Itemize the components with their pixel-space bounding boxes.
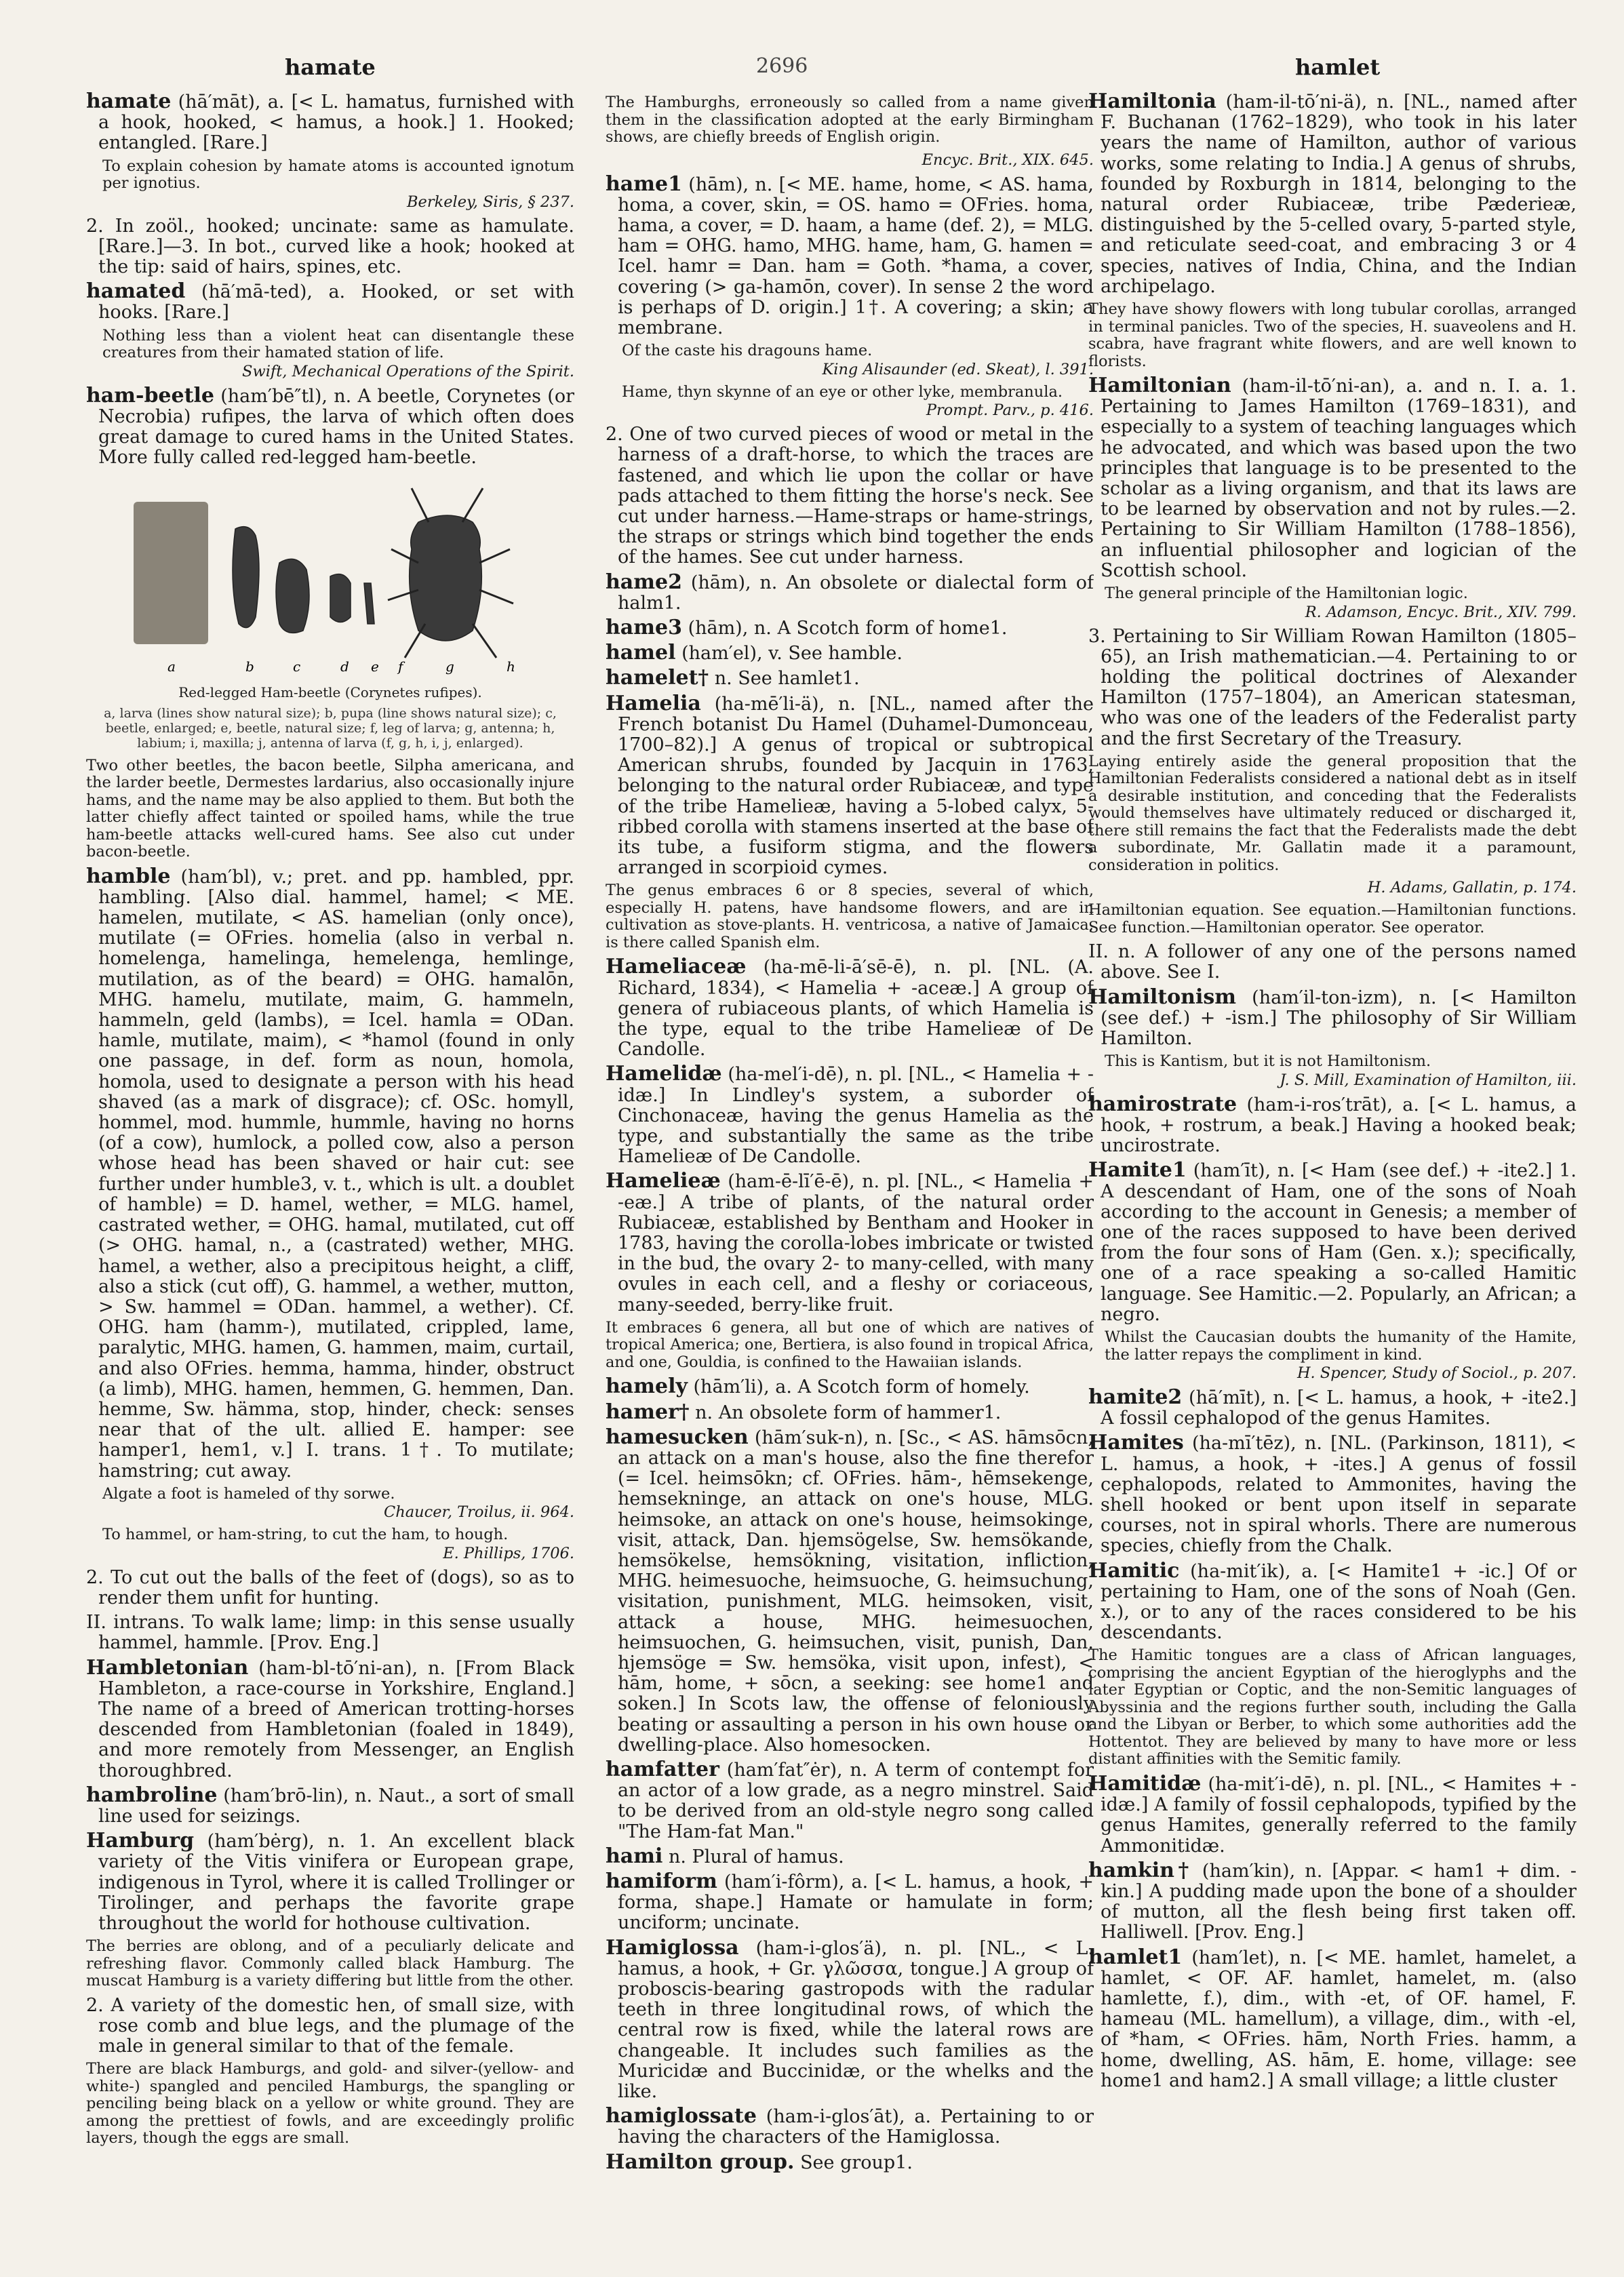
dictionary-entry xyxy=(606,1374,1094,1399)
dictionary-entry xyxy=(86,383,574,469)
quotation: Algate a foot is hameled of thy sorwe. xyxy=(102,1484,395,1503)
citation: Swift, Mechanical Operations of the Spirit. xyxy=(242,362,574,380)
column-left xyxy=(86,92,574,2265)
definition-sense: 3. Pertaining to Sir William Rowan Hamilton (1805–65), an Irish mathematician.—4. Pertaining to or holding the political doctrines of Alexander Hamilton (1757–1804), an American statesman, who was one of the leaders of the Federalist party and the first Secretary of the Treasury. xyxy=(1088,625,1577,749)
beetle-leg-line xyxy=(405,624,425,658)
entry-definition: (ham′il-ton-izm), n. [< Hamilton (see def.) + -ism.] The philosophy of Sir William Hamilton. xyxy=(1101,987,1577,1050)
leg-drawing xyxy=(364,583,374,624)
entry-definition: (ham′kin), n. [Appar. < ham1 + dim. -kin.] A pudding made upon the bone of a shoulder of mutton, all the flesh being first taken off. Halliwell. [Prov. Eng.] xyxy=(1101,1860,1577,1943)
running-head-right: hamlet xyxy=(1295,54,1381,80)
column-middle xyxy=(606,92,1094,2265)
dictionary-entry xyxy=(606,1064,1094,1167)
figure-letter: e xyxy=(371,658,379,675)
dictionary-entry xyxy=(86,1655,574,1781)
note-small-print: The Hamitic tongues are a class of African languages, comprising the ancient Egyptian of the hieroglyphs and the later Egyptian or Coptic, and the non-Semitic languages of Abyssinia and the regions further south, including the Galla and the Libyan or Berber, to which some authorities add the Hottentot. They are believed by many to have more or less distant affinities with the Semitic family. xyxy=(1088,1646,1577,1768)
definition-sense: II. intrans. To walk lame; limp: in this sense usually hammel, hammle. [Prov. Eng.] xyxy=(86,1612,574,1654)
entry-headword: Hamiglossa xyxy=(606,1935,739,1960)
figure-letter: h xyxy=(507,658,515,675)
entry-definition: (ha-mē-li-ā′sē-ē), n. pl. [NL. (A. Richard, 1834), < Hamelia + -aceæ.] A group of genera of rubiaceous plants, of which Hamelia is the type, equal to the tribe Hamelieæ of De Candolle. xyxy=(618,957,1094,1061)
note-small-print: The berries are oblong, and of a peculiarly delicate and refreshing flavor. Commonly called black Hamburg. The muscat Hamburg is a variety differing but little from the other. xyxy=(86,1937,574,1990)
dictionary-entry xyxy=(1088,1433,1577,1556)
larva-drawing xyxy=(233,527,259,628)
entry-definition: (ham′bē″tl), n. A beetle, Corynetes (or Necrobia) rufipes, the larva of which often does great damage to cured hams in the United States. More fully called red-legged ham-beetle. xyxy=(98,385,574,469)
dictionary-entry xyxy=(606,1935,1094,2103)
dictionary-entry xyxy=(86,1785,574,1827)
figure-legend: a, larva (lines show natural size); b, pupa (line shows natural size); c, beetle, enlarged; e, beetle, natural size; f, leg of larva; g, antenna; h, labium; i, maxilla; j, antenna of larva (f, g, h, i, j, enlarged). xyxy=(104,705,557,751)
definition-sense: 2. A variety of the domestic hen, of small size, with rose comb and blue legs, and the plumage of the male in general similar to that of the female. xyxy=(86,1994,574,2057)
entry-headword: Hamiltonia xyxy=(1088,92,1216,113)
dictionary-entry xyxy=(606,1760,1094,1842)
entry-headword: hambroline xyxy=(86,1783,218,1807)
entry-definition: (ham-ē-lī′ē-ē), n. pl. [NL., < Hamelia + -eæ.] A tribe of plants, of the natural order Rubiaceæ, established by Bentham and Hooker in 1783, having the corolla-lobes imbricate or twisted in the bud, the ovary 2- to many-celled, with many ovules in each cell, and a fleshy or coriaceous, many-seeded, berry-like fruit. xyxy=(618,1171,1094,1315)
entry-headword: Hamite1 xyxy=(1088,1158,1187,1183)
citation: J. S. Mill, Examination of Hamilton, iii. xyxy=(1280,1071,1577,1089)
entry-headword: Hamitidæ xyxy=(1088,1771,1202,1796)
entry-headword: hami xyxy=(606,1844,663,1868)
entry-definition: (hām), n. [< ME. hame, home, < AS. hama, homa, a cover, skin, = OS. hamo = OFries. homa, hama, a cover, = D. haam, a hame (def. 2), = MLG. ham = OHG. hamo, MHG. hame, ham, G. hamen = Icel. hamr = Dan. ham = Goth. *hama, a cover, covering (> ga-hamōn, cover). In sense 2 the word is perhaps of D. origin.] 1†. A covering; a skin; a membrane. xyxy=(618,174,1094,338)
beetle-leg-line xyxy=(479,549,510,563)
entry-headword: hamelet† xyxy=(606,666,709,690)
entry-definition: n. See hamlet1. xyxy=(714,668,860,690)
quotation: To explain cohesion by hamate atoms is accounted ignotum per ignotius. xyxy=(102,157,574,193)
entry-headword: hamble xyxy=(86,864,171,888)
entry-headword: Hamiltonian xyxy=(1088,374,1231,398)
entry-headword: hamesucken xyxy=(606,1425,749,1449)
dictionary-entry xyxy=(86,1831,574,1934)
entry-headword: Hamelia xyxy=(606,691,701,715)
dictionary-entry xyxy=(1088,92,1577,297)
entry-headword: hamely xyxy=(606,1374,688,1399)
ham-beetle-figure xyxy=(86,475,574,750)
dictionary-entry xyxy=(606,957,1094,1060)
entry-definition: (ham-i-ros′trāt), a. [< L. hamus, a hook, + rostrum, a beak.] Having a hooked beak; uncirostrate. xyxy=(1101,1094,1577,1157)
dictionary-entry xyxy=(606,1402,1094,1423)
dictionary-entry xyxy=(606,174,1094,339)
figure-letter: b xyxy=(245,658,254,675)
dictionary-entry xyxy=(1088,1858,1577,1943)
quotation: Hame, thyn skynne of an eye or other lyke, membranula. xyxy=(622,382,1063,401)
entry-definition: (ham′fat″ėr), n. A term of contempt for an actor of a low grade, as a negro minstrel. Said to be derived from an old-style negro song called "The Ham-fat Man." xyxy=(618,1760,1094,1842)
definition-sense: 2. In zoöl., hooked; uncinate: same as hamulate. [Rare.]—3. In bot., curved like a hook; hooked at the tip: said of hairs, spines, etc. xyxy=(86,215,574,278)
running-head-left: hamate xyxy=(285,54,376,80)
figure-caption: Red-legged Ham-beetle (Corynetes rufipes). xyxy=(178,684,482,701)
dictionary-entry xyxy=(1088,1387,1577,1429)
figure-letter: c xyxy=(293,658,301,675)
entry-definition: (ham-i-glos′āt), a. Pertaining to or having the characters of the Hamiglossa. xyxy=(618,2106,1094,2148)
entry-definition: (hā′māt), a. [< L. hamatus, furnished with a hook, hooked, < hamus, a hook.] 1. Hooked; entangled. [Rare.] xyxy=(98,92,574,154)
quotation: Nothing less than a violent heat can disentangle these creatures from their hamated station of life. xyxy=(102,326,574,362)
entry-headword: hamfatter xyxy=(606,1758,719,1781)
note-small-print: Hamiltonian equation. See equation.—Hamiltonian functions. See function.—Hamiltonian operator. See operator. xyxy=(1088,901,1577,936)
dictionary-entry xyxy=(1088,1558,1577,1644)
dictionary-entry xyxy=(606,2106,1094,2147)
entry-headword: Hamelidæ xyxy=(606,1062,722,1086)
entry-headword: hamkin† xyxy=(1088,1858,1193,1882)
dictionary-entry xyxy=(606,1846,1094,1867)
entry-definition: (ham′brō-lin), n. Naut., a sort of small line used for seizings. xyxy=(98,1785,574,1827)
entry-headword: hame3 xyxy=(606,615,682,639)
entry-headword: Hamilton group. xyxy=(606,2150,795,2174)
citation: H. Spencer, Study of Sociol., p. 207. xyxy=(1296,1364,1577,1383)
entry-headword: Hamburg xyxy=(86,1829,195,1853)
entry-headword: hamel xyxy=(606,641,676,665)
note-small-print: It embraces 6 genera, all but one of which are natives of tropical America; one, Bertiera, is also found in tropical Africa, and one, Gouldia, is confined to the Hawaiian islands. xyxy=(606,1318,1094,1371)
entry-headword: hamite2 xyxy=(1088,1385,1183,1410)
citation: King Alisaunder (ed. Skeat), l. 391. xyxy=(822,360,1094,378)
figure-letter: a xyxy=(167,658,176,675)
large-beetle-drawing xyxy=(410,515,482,641)
small-beetle-drawing xyxy=(330,574,351,622)
dictionary-entry xyxy=(606,1869,1094,1934)
dictionary-entry xyxy=(1088,1947,1577,2091)
entry-headword: hame2 xyxy=(606,570,682,594)
dictionary-entry xyxy=(606,615,1094,639)
entry-definition: (ham-il-tō′ni-an), a. and n. I. a. 1. Pertaining to James Hamilton (1769–1831), and especially to a system of teaching languages which he advocated, and which was based upon the two principles that language is to be presented to the scholar as a living organism, and that its laws are to be learned by observation and not by rules.—2. Pertaining to Sir William Hamilton (1788–1856), an influential philosopher and logician of the Scottish school. xyxy=(1101,376,1577,581)
entry-definition: (ham′bėrg), n. 1. An excellent black variety of the Vitis vinifera or European grape, indigenous in Tyrol, where it is called Trollinger or Tirolinger, and perhaps the favorite grape throughout the world for hothouse cultivation. xyxy=(98,1831,574,1934)
quotation: This is Kantism, but it is not Hamiltonism. xyxy=(1105,1052,1431,1071)
beetle-leg-line xyxy=(473,624,496,658)
entry-definition: n. Plural of hamus. xyxy=(668,1846,844,1867)
column-right xyxy=(1088,92,1577,2265)
entry-headword: Hamites xyxy=(1088,1431,1184,1455)
dictionary-entry xyxy=(606,1427,1094,1756)
entry-headword: Hameliaceæ xyxy=(606,955,747,979)
entry-headword: Hamitic xyxy=(1088,1558,1180,1583)
entry-definition: (ha-mit′ik), a. [< Hamite1 + -ic.] Of or pertaining to Ham, one of the sons of Noah (Gen. x.), or to any of the races considered to be his descendants. xyxy=(1101,1560,1577,1644)
dictionary-entry xyxy=(86,864,574,1482)
entry-definition: (ham′īt), n. [< Ham (see def.) + -ite2.] 1. A descendant of Ham, one of the sons of Noah according to the account in Genesis; a member of one of the races supposed to have been derived from the four sons of Ham (Gen. x.); specifically, one of a race speaking a so-called Hamitic language. See Hamitic.—2. Popularly, an African; a negro. xyxy=(1101,1160,1577,1325)
dictionary-entry xyxy=(606,2152,1094,2173)
figure-letter: g xyxy=(445,658,454,675)
pupa-drawing xyxy=(276,559,309,633)
entry-headword: hamer† xyxy=(606,1400,690,1424)
entry-headword: Hamelieæ xyxy=(606,1169,721,1193)
beetle-leg-line xyxy=(479,590,513,603)
entry-headword: Hambletonian xyxy=(86,1655,249,1680)
definition-sense: 2. One of two curved pieces of wood or metal in the harness of a draft-horse, to which the traces are fastened, and which lie upon the collar or have pads attached to them fitting the horse's neck. See cut under harness.—Hame-straps or hame-strings, the straps or strings which bind together the ends of the hames. See cut under harness. xyxy=(606,424,1094,568)
entry-definition: (hām), n. A Scotch form of home1. xyxy=(688,617,1008,639)
figure-letter: f xyxy=(398,658,403,675)
note-small-print: Two other beetles, the bacon beetle, Silpha americana, and the larder beetle, Dermestes lardarius, also occasionally injure hams, and the name may be also applied to them. But both the latter chiefly affect tainted or spoiled hams, while the true ham-beetle attacks well-cured hams. See also cut under bacon-beetle. xyxy=(86,756,574,861)
entry-definition: (hā′mīt), n. [< L. hamus, a hook, + -ite2.] A fossil cephalopod of the genus Hamites. xyxy=(1101,1387,1577,1429)
entry-definition: (hā′mā-ted), a. Hooked, or set with hooks. [Rare.] xyxy=(98,281,574,323)
dictionary-entry xyxy=(1088,1160,1577,1325)
entry-headword: hamated xyxy=(86,279,186,304)
entry-definition: (ha-mī′tēz), n. [NL. (Parkinson, 1811), < L. hamus, a hook, + -ites.] A genus of fossil cephalopods, related to Ammonites, having the shell hooked or bent upon itself in separate courses, not in spiral whorls. There are numerous species, chiefly from the Chalk. xyxy=(1101,1433,1577,1557)
entry-headword: hamiform xyxy=(606,1869,717,1894)
note-small-print: They have showy flowers with long tubular corollas, arranged in terminal panicles. Two of the species, H. suaveolens and H. scabra, have fragrant white flowers, and are well known to florists. xyxy=(1088,300,1577,370)
entry-definition: (ham′el), v. See hamble. xyxy=(681,643,903,665)
entry-headword: Hamiltonism xyxy=(1088,985,1237,1009)
note-small-print: There are black Hamburgs, and gold- and silver-(yellow- and white-) spangled and penciled Hamburgs, the spangling or penciling being black on a yellow or white ground. They are among the prettiest of fowls, and are exceedingly prolific layers, though the eggs are small. xyxy=(86,2060,574,2147)
entry-definition: n. An obsolete form of hammer1. xyxy=(695,1402,1002,1423)
entry-definition: (ha-mit′i-dē), n. pl. [NL., < Hamites + -idæ.] A family of fossil cephalopods, typified by the genus Hamites, generally referred to the family Ammonitidæ. xyxy=(1101,1773,1577,1857)
entry-headword: hamirostrate xyxy=(1088,1092,1237,1116)
citation: Encyc. Brit., XIX. 645. xyxy=(922,151,1094,169)
citation: H. Adams, Gallatin, p. 174. xyxy=(1367,879,1577,897)
entry-definition: (hām′suk-n), n. [Sc., < AS. hāmsōcn, an attack on a man's house, also the fine therefor (= Icel. heimsōkn; cf. OFries. hām-, hēmsekenge, hemsekninge, an attack on one's house, MLG. heimsoke, an attack on one's house, heimsokinge, visit, attack, Dan. hjemsögelse, Sw. hemsökande, hemsökelse, hemsökning, visitation, infliction, MHG. heimesuoche, heimsuoche, G. heimsuchung, visitation, punishment, MLG. heimsoken, visit, attack a house, MHG. heimesuochen, heimsuochen, G. heimsuchen, visit, punish, Dan. hjemsöge = Sw. hemsöka, visit upon, infest), < hām, home, + sōcn, a seeking: see home1 and soken.] In Scots law, the offense of feloniously beating or assaulting a person in his own house or dwelling-place. Also homesocken. xyxy=(618,1427,1094,1756)
quotation: Whilst the Caucasian doubts the humanity of the Hamite, the latter repays the compliment in kind. xyxy=(1105,1328,1577,1364)
ham-beetle-illustration xyxy=(127,475,534,678)
entry-definition: See group1. xyxy=(800,2152,913,2173)
dictionary-entry xyxy=(1088,1094,1577,1157)
dictionary-entry xyxy=(606,1171,1094,1315)
dictionary-entry xyxy=(606,691,1094,879)
entry-headword: hamiglossate xyxy=(606,2104,757,2128)
entry-definition: (ham′let), n. [< ME. hamlet, hamelet, a hamlet, < OF. AF. hamlet, hamelet, m. (also hamlette, f.), dim., with -et, of OF. hamel, F. hameau (ML. hamellum), a village, dim., with -el, of *ham, < OFries. hām, North Fries. hamm, a home, dwelling, AS. hām, E. home, village: see home1 and ham2.] A small village; a little cluster xyxy=(1101,1947,1577,2091)
citation: Prompt. Parv., p. 416. xyxy=(926,401,1094,420)
citation: E. Phillips, 1706. xyxy=(443,1544,574,1562)
ham-block-image xyxy=(134,502,208,644)
entry-definition: (ha-mel′i-dē), n. pl. [NL., < Hamelia + -idæ.] In Lindley's system, a suborder of Cinchonaceæ, having the genus Hamelia as the type, and substantially the same as the tribe Hamelieæ of De Candolle. xyxy=(618,1064,1094,1168)
entry-definition: (ham-bl-tō′ni-an), n. [From Black Hambleton, a race-course in Yorkshire, England.] The name of a breed of American trotting-horses descended from Hambletonian (foaled in 1849), and more remotely from Messenger, an English thoroughbred. xyxy=(98,1657,574,1781)
quotation: Of the caste his dragouns hame. xyxy=(622,342,873,360)
entry-headword: hamate xyxy=(86,92,172,113)
entry-definition: (ham′i-fôrm), a. [< L. hamus, a hook, + forma, shape.] Hamate or hamulate in form; unciform; uncinate. xyxy=(618,1872,1094,1934)
entry-definition: (ham-il-tō′ni-ä), n. [NL., named after F. Buchanan (1762–1829), who took in his later years the name of Hamilton, author of various works, some relating to India.] A genus of shrubs, founded by Roxburgh in 1814, belonging to the natural order Rubiaceæ, tribe Pæderieæ, distinguished by the 5-celled ovary, 5-parted style, and reticulate seed-coat, and embracing 3 or 4 species, natives of India, China, and the Indian archipelago. xyxy=(1101,92,1577,297)
dictionary-entry xyxy=(1088,1771,1577,1857)
note-small-print: Laying entirely aside the general proposition that the Hamiltonian Federalists considered a national debt as in itself a desirable institution, and conceding that the Federalists would themselves have ultimately reduced or discharged it, there still remains the fact that the Federalists made the debt a subordinate, Mr. Gallatin made it a paramount, consideration in politics. xyxy=(1088,752,1577,874)
beetle-drawings xyxy=(127,475,534,678)
dictionary-entry xyxy=(606,668,1094,689)
dictionary-entry xyxy=(1088,376,1577,581)
dictionary-entry xyxy=(86,92,574,154)
entry-headword: hame1 xyxy=(606,172,682,196)
note-small-print: The Hamburghs, erroneously so called from a name given them in the classification adopted at the early Birmingham shows, are chiefly breeds of English origin. xyxy=(606,94,1094,146)
figure-letter: d xyxy=(340,658,349,675)
dictionary-entry xyxy=(86,281,574,323)
dictionary-entry xyxy=(606,643,1094,664)
entry-definition: (ham′bl), v.; pret. and pp. hambled, ppr. hambling. [Also dial. hammel, hamel; < ME. hamelen, mutilate, < AS. hamelian (only once), mutilate (= OFries. homelia (also in verbal n. homelenga, hamelinga, hemelenga, hemlinge, mutilation, as of the beard) = OHG. hamalōn, MHG. hamelu, mutilate, maim, G. hammeln, hammeln, geld (lambs), = Icel. hamla = ODan. hamle, mutilate, maim), < *hamol (found in only one passage, in def. form as noun, homola, homola, used to designate a person with his head shaved (as a mark of disgrace); cf. OSc. homyll, hommel, mod. hummle, hummle, having no horns (of a cow), humlock, a polled cow, also a person whose head has been shaved or hair cut: see further under humble3, v. t., which is ult. a doublet of hamble) = D. hamel, wether, = MLG. hamel, castrated wether, = OHG. hamal, mutilated, cut off (> OHG. hamal, n., a (castrated) wether, MHG. hamel, a wether, also a precipitous height, a cliff, also a stick (cut off), G. hammel, a wether, mutton, > Sw. hammel = ODan. hammel, a wether). Cf. OHG. ham (hamm-), mutilated, crippled, lame, paralytic, MHG. hamen, G. hammen, maim, curtail, and also OFries. hemma, hamma, hinder, obstruct (a limb), MHG. hamen, hemmen, G. hemmen, Dan. hemme, Sw. hämma, stop, hinder, check: senses near that of the ult. allied E. hamper: see hamper1, hem1, v.] I. trans. 1†. To mutilate; hamstring; cut away. xyxy=(98,866,574,1482)
page-number: 2696 xyxy=(756,54,808,78)
entry-definition: (hām′li), a. A Scotch form of homely. xyxy=(693,1377,1030,1398)
dictionary-entry xyxy=(606,572,1094,614)
quotation: To hammel, or ham-string, to cut the ham, to hough. xyxy=(102,1526,509,1544)
entry-definition: (hām), n. An obsolete or dialectal form of halm1. xyxy=(618,572,1094,614)
dictionary-entry xyxy=(1088,987,1577,1050)
definition-sense: II. n. A follower of any one of the persons named above. See I. xyxy=(1088,941,1577,983)
note-small-print: The genus embraces 6 or 8 species, several of which, especially H. patens, have handsome flowers, and are in cultivation as stove-plants. H. ventricosa, a native of Jamaica, is there called Spanish elm. xyxy=(606,882,1094,951)
beetle-leg-line xyxy=(462,488,483,522)
entry-headword: ham-beetle xyxy=(86,383,214,408)
definition-sense: 2. To cut out the balls of the feet of (dogs), so as to render them unfit for hunting. xyxy=(86,1566,574,1608)
citation: Chaucer, Troilus, ii. 964. xyxy=(384,1503,574,1522)
beetle-leg-line xyxy=(412,488,429,522)
citation: R. Adamson, Encyc. Brit., XIV. 799. xyxy=(1305,603,1577,621)
quotation: The general principle of the Hamiltonian logic. xyxy=(1105,585,1468,603)
entry-headword: hamlet1 xyxy=(1088,1945,1183,1969)
citation: Berkeley, Siris, § 237. xyxy=(406,193,574,211)
entry-definition: (ha-mē′li-ä), n. [NL., named after the French botanist Du Hamel (Duhamel-Dumonceau, 1700–82).] A genus of tropical or subtropical American shrubs, founded by Jacquin in 1763, belonging to the natural order Rubiaceæ, and type of the tribe Hamelieæ, having a 5-lobed calyx, 5-ribbed corolla with stamens inserted at the base of its tube, a fusiform stigma, and the flowers arranged in scorpioid cymes. xyxy=(618,693,1094,879)
entry-definition: (ham-i-glos′ä), n. pl. [NL., < L. hamus, a hook, + Gr. γλῶσσα, tongue.] A group of proboscis-bearing gastropods with the radular teeth in three longitudinal rows, of which the central row is fixed, while the lateral rows are changeable. It includes such families as the Muricidæ and Buccinidæ, or the whelks and the like. xyxy=(618,1937,1094,2103)
